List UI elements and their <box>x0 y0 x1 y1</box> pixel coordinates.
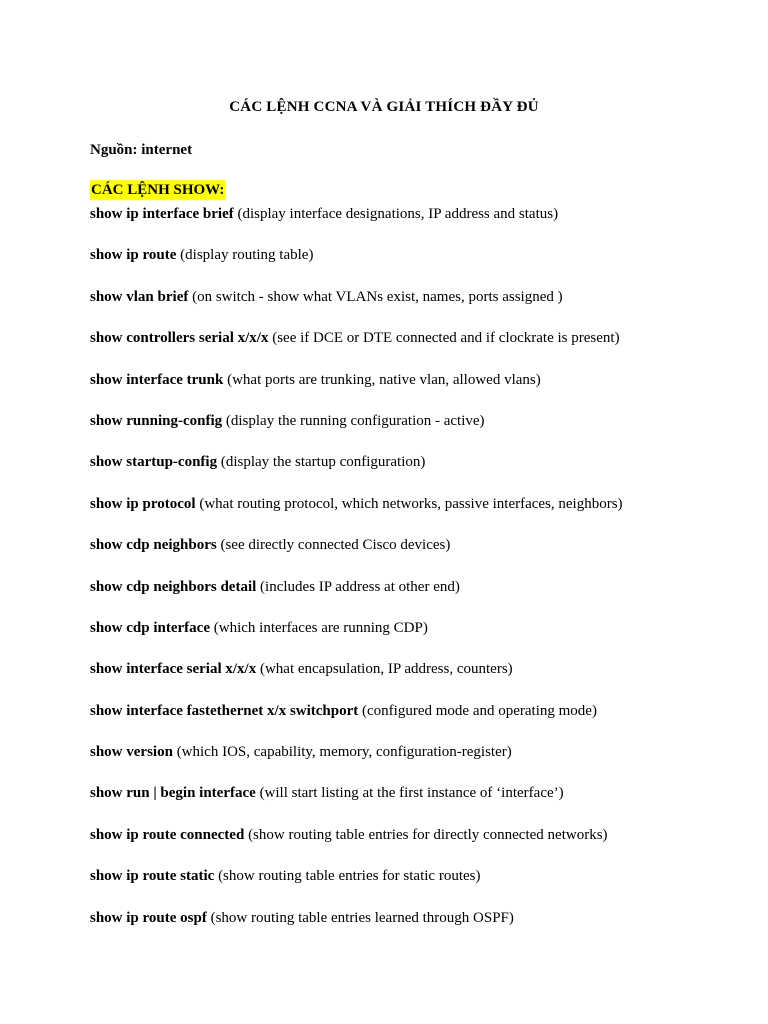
command-item <box>90 701 750 742</box>
command-description: (which IOS, capability, memory, configuration-register) <box>172 744 512 761</box>
command-name: show ip route connected <box>90 826 245 843</box>
command-description: (configured mode and operating mode) <box>358 702 597 719</box>
command-description: (what encapsulation, IP address, counters) <box>256 661 513 678</box>
command-description: (display interface designations, IP address and status) <box>233 206 559 222</box>
command-name: show ip interface brief <box>90 206 234 222</box>
command-name: show ip protocol <box>90 495 196 512</box>
command-description: (see directly connected Cisco devices) <box>216 537 451 554</box>
command-item <box>90 328 750 369</box>
command-item <box>90 618 750 659</box>
command-item <box>90 659 750 700</box>
command-name: show cdp neighbors detail <box>90 578 257 595</box>
command-item <box>90 577 750 618</box>
command-name: show running-config <box>90 412 223 429</box>
command-name: show ip route static <box>90 868 215 885</box>
command-item <box>90 370 750 411</box>
command-name: show ip route ospf <box>90 909 207 926</box>
command-item <box>90 287 750 328</box>
command-item <box>90 204 750 245</box>
command-description: (what ports are trunking, native vlan, allowed vlans) <box>223 371 541 388</box>
command-item <box>90 908 750 949</box>
section-heading-highlighted: CÁC LỆNH SHOW: <box>91 182 225 198</box>
command-name: show ip route <box>90 247 177 264</box>
command-description: (display the startup configuration) <box>217 454 426 471</box>
command-item <box>90 866 750 907</box>
command-item <box>90 825 750 866</box>
command-name: show version <box>90 744 173 761</box>
command-name: show interface fastethernet x/x switchport <box>90 702 359 719</box>
source-line: Nguồn: internet <box>90 142 193 158</box>
command-description: (display routing table) <box>176 247 314 264</box>
command-item <box>90 452 750 493</box>
command-item <box>90 742 750 783</box>
command-name: show interface trunk <box>90 371 224 388</box>
command-description: (will start listing at the first instance of ‘interface’) <box>255 785 564 802</box>
command-description: (show routing table entries learned through OSPF) <box>206 909 514 926</box>
command-name: show run | begin interface <box>90 785 256 802</box>
command-description: (show routing table entries for directly connected networks) <box>244 826 608 843</box>
command-item <box>90 535 750 576</box>
command-item <box>90 245 750 286</box>
command-item <box>90 494 750 535</box>
command-item <box>90 783 750 824</box>
command-description: (show routing table entries for static routes) <box>214 868 481 885</box>
command-name: show controllers serial x/x/x <box>90 330 269 347</box>
command-name: show cdp interface <box>90 619 210 636</box>
command-description: (see if DCE or DTE connected and if clockrate is present) <box>268 330 620 347</box>
command-description: (what routing protocol, which networks, passive interfaces, neighbors) <box>195 495 623 512</box>
command-name: show startup-config <box>90 454 218 471</box>
command-description: (on switch - show what VLANs exist, names, ports assigned ) <box>188 288 563 305</box>
command-item <box>90 411 750 452</box>
command-name: show interface serial x/x/x <box>90 661 257 678</box>
command-description: (includes IP address at other end) <box>256 578 460 595</box>
document-title: CÁC LỆNH CCNA VÀ GIẢI THÍCH ĐẦY ĐỦ <box>229 99 539 115</box>
command-description: (which interfaces are running CDP) <box>210 619 428 636</box>
command-description: (display the running configuration - active) <box>222 412 485 429</box>
command-list <box>90 204 750 949</box>
command-name: show cdp neighbors <box>90 537 217 554</box>
command-name: show vlan brief <box>90 288 189 305</box>
